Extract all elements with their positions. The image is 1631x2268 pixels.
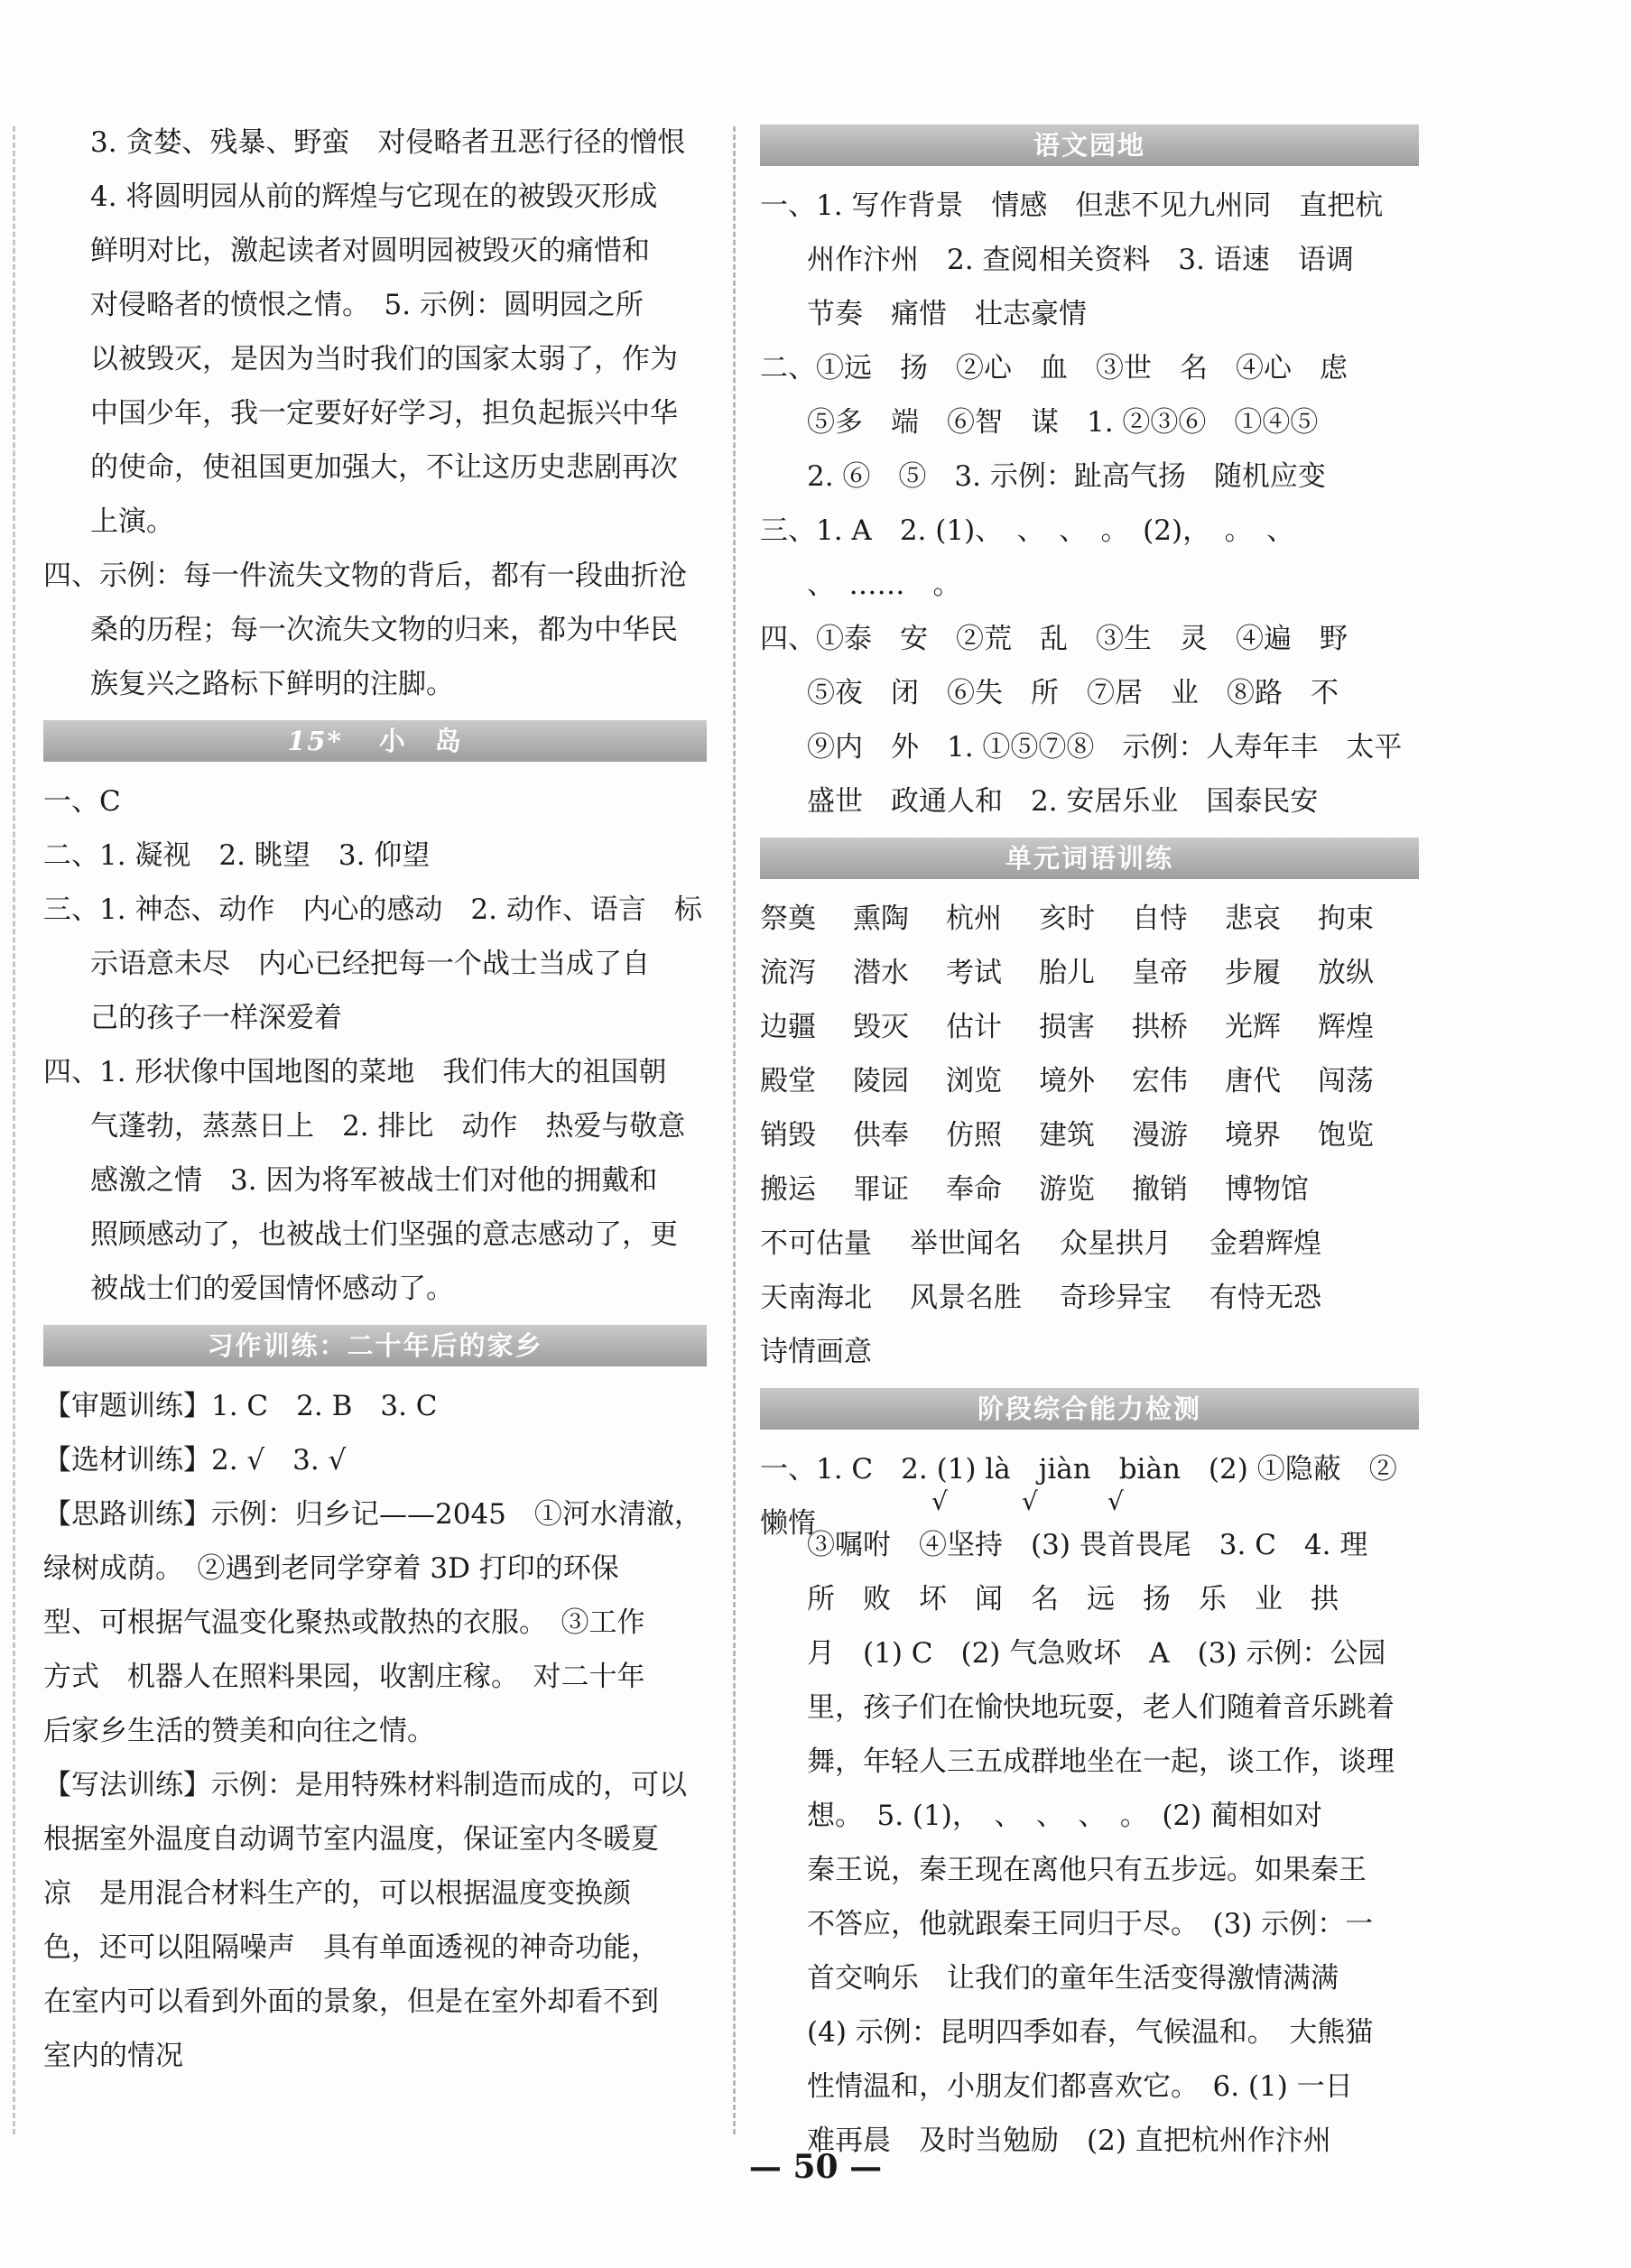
vocab-word: 毁灭 (853, 1011, 909, 1043)
vocab-word: 销毁 (760, 1119, 816, 1152)
text-line: 对侵略者的愤恨之情。 5. 示例：圆明园之所 (90, 289, 644, 321)
text-line: ③嘱咐 ④坚持 (3) 畏首畏尾 3. C 4. 理 (807, 1529, 1368, 1561)
lesson-number: 15* (287, 726, 343, 756)
text-line: 绿树成荫。 ②遇到老同学穿着 3D 打印的环保 (43, 1552, 619, 1585)
vocab-idiom: 风景名胜 (910, 1282, 1022, 1314)
vocab-idiom: 众星拱月 (1060, 1227, 1172, 1260)
text-line: 方式 机器人在照料果园，收割庄稼。 对二十年 (43, 1661, 645, 1693)
vocab-word: 浏览 (946, 1065, 1002, 1097)
text-line: 【写法训练】示例：是用特殊材料制造而成的，可以 (43, 1769, 687, 1801)
tone-mark: √ (1022, 1486, 1038, 1516)
tone-mark: √ (931, 1486, 948, 1516)
text-line: ⑤夜 闭 ⑥失 所 ⑦居 业 ⑧路 不 (807, 677, 1339, 709)
text-line: 上演。 (90, 505, 174, 538)
vocab-word: 拘束 (1318, 903, 1374, 935)
vocab-word: 光辉 (1225, 1011, 1281, 1043)
text-line: 鲜明对比，激起读者对圆明园被毁灭的痛惜和 (90, 235, 650, 267)
text-line: 气蓬勃，蒸蒸日上 2. 排比 动作 热爱与敬意 (90, 1110, 686, 1143)
vocab-idiom: 天南海北 (760, 1282, 872, 1314)
vocab-row (760, 892, 1419, 946)
vocab-word: 步履 (1225, 957, 1281, 989)
text-line: 【审题训练】1. C 2. B 3. C (43, 1390, 438, 1422)
section-header-yuwenyuandi (760, 125, 1419, 166)
text-line: 2. ⑥ ⑤ 3. 示例：趾高气扬 随机应变 (807, 460, 1326, 493)
vocab-idiom: 有恃无恐 (1209, 1282, 1321, 1314)
text-line: 示语意未尽 内心已经把每一个战士当成了自 (90, 948, 650, 980)
vocab-word: 境界 (1225, 1119, 1281, 1152)
section-header-assessment (760, 1388, 1419, 1430)
text-line: 型、可根据气温变化聚热或散热的衣服。 ③工作 (43, 1606, 645, 1639)
text-line: 盛世 政通人和 2. 安居乐业 国泰民安 (807, 785, 1319, 818)
vocab-word: 潜水 (853, 957, 909, 989)
column-divider (733, 126, 736, 2134)
text-line: 被战士们的爱国情怀感动了。 (90, 1273, 454, 1305)
section-header-xiaodao (43, 720, 707, 762)
text-line: 3. 贪婪、残暴、野蛮 对侵略者丑恶行径的憎恨 (90, 126, 686, 159)
text-line: 4. 将圆明园从前的辉煌与它现在的被毁灭形成 (90, 181, 658, 213)
vocab-word: 撤销 (1132, 1173, 1188, 1206)
vocab-word: 唐代 (1225, 1065, 1281, 1097)
vocab-row (760, 1108, 1419, 1162)
vocab-idiom: 奇珍异宝 (1060, 1282, 1172, 1314)
text-line: 首交响乐 让我们的童年生活变得激情满满 (807, 1962, 1339, 1995)
text-line: 一、C (43, 785, 121, 818)
vocab-word: 博物馆 (1225, 1173, 1309, 1206)
section-title: 语文园地 (1033, 130, 1145, 161)
vocab-row (760, 1217, 1419, 1271)
vocab-word: 边疆 (760, 1011, 816, 1043)
vocab-row (760, 946, 1419, 1000)
vocab-word: 自恃 (1132, 903, 1188, 935)
section-header-vocab (760, 838, 1419, 879)
text-line: 一、1. 写作背景 情感 但悲不见九州同 直把杭 (760, 190, 1384, 222)
text-line: 州作汴州 2. 查阅相关资料 3. 语速 语调 (807, 244, 1354, 276)
text-line: 色，还可以阻隔噪声 具有单面透视的神奇功能， (43, 1931, 659, 1964)
text-line: 三、1. 神态、动作 内心的感动 2. 动作、语言 标 (43, 893, 702, 926)
section-title: 阶段综合能力检测 (977, 1393, 1201, 1424)
vocab-word: 闯荡 (1318, 1065, 1374, 1097)
vocab-word: 杭州 (946, 903, 1002, 935)
tone-mark: √ (1107, 1486, 1124, 1516)
section-title: 小 岛 (378, 726, 463, 756)
text-line: 桑的历程；每一次流失文物的归来，都为中华民 (90, 614, 678, 646)
vocab-word: 仿照 (946, 1119, 1002, 1152)
text-line: 四、1. 形状像中国地图的菜地 我们伟大的祖国朝 (43, 1056, 667, 1088)
vocab-word: 损害 (1039, 1011, 1095, 1043)
vocab-word: 辉煌 (1318, 1011, 1374, 1043)
vocab-word: 熏陶 (853, 903, 909, 935)
text-line: 【思路训练】示例：归乡记——2045 ①河水清澈， (43, 1498, 702, 1531)
vocab-idiom: 举世闻名 (910, 1227, 1022, 1260)
section-title: 习作训练：二十年后的家乡 (207, 1330, 543, 1361)
vocab-word: 胎儿 (1039, 957, 1095, 989)
section-header-writing (43, 1325, 707, 1366)
vocab-idiom: 金碧辉煌 (1209, 1227, 1321, 1260)
page-number: — 50 — (748, 2148, 883, 2186)
vocab-row (760, 1325, 1419, 1379)
vocab-word: 皇帝 (1132, 957, 1188, 989)
text-line: 凉 是用混合材料生产的，可以根据温度变换颜 (43, 1877, 631, 1910)
vocab-word: 拱桥 (1132, 1011, 1188, 1043)
vocab-word: 游览 (1039, 1173, 1095, 1206)
text-line: 感激之情 3. 因为将军被战士们对他的拥戴和 (90, 1164, 658, 1197)
text-line: 二、1. 凝视 2. 眺望 3. 仰望 (43, 839, 431, 872)
vocab-word: 悲哀 (1225, 903, 1281, 935)
text-line: 性情温和，小朋友们都喜欢它。 6. (1) 一日 (807, 2070, 1353, 2103)
text-line: 根据室外温度自动调节室内温度，保证室内冬暖夏 (43, 1823, 659, 1856)
text-line: 月 (1) C (2) 气急败坏 A (3) 示例：公园 (807, 1637, 1386, 1670)
text-line: 秦王说，秦王现在离他只有五步远。如果秦王 (807, 1854, 1367, 1886)
vocab-list (760, 892, 1419, 1379)
text-line: 的使命，使祖国更加强大，不让这历史悲剧再次 (90, 451, 678, 484)
vocab-word: 建筑 (1039, 1119, 1095, 1152)
vocab-row (760, 1000, 1419, 1054)
vocab-word: 陵园 (853, 1065, 909, 1097)
right-column (760, 125, 1419, 2168)
vocab-word: 流泻 (760, 957, 816, 989)
text-line: 室内的情况 (43, 2040, 183, 2072)
text-line: 后家乡生活的赞美和向往之情。 (43, 1715, 435, 1747)
vocab-word: 漫游 (1132, 1119, 1188, 1152)
text-line: 想。 5. (1)， 、 、 、 。 (2) 蔺相如对 (807, 1800, 1323, 1832)
text-line: 在室内可以看到外面的景象，但是在室外却看不到 (43, 1986, 659, 2018)
text-line: 中国少年，我一定要好好学习，担负起振兴中华 (90, 397, 678, 430)
vocab-word: 估计 (946, 1011, 1002, 1043)
text-line: 所 败 坏 闻 名 远 扬 乐 业 拱 (807, 1583, 1339, 1615)
vocab-row (760, 1162, 1419, 1217)
vocab-idiom: 诗情画意 (760, 1336, 872, 1368)
vocab-row (760, 1271, 1419, 1325)
text-line-content: 一、1. C 2. (1) là jiàn biàn (2) ①隐蔽 ②懒惰 (760, 1453, 1397, 1540)
text-line: 节奏 痛惜 壮志豪情 (807, 298, 1087, 330)
text-line: 己的孩子一样深爱着 (90, 1002, 342, 1034)
vocab-word: 祭奠 (760, 903, 816, 935)
vocab-row (760, 1054, 1419, 1108)
text-line (760, 1442, 1419, 1540)
vocab-idiom: 不可估量 (760, 1227, 872, 1260)
vocab-word: 宏伟 (1132, 1065, 1188, 1097)
text-line: 舞，年轻人三五成群地坐在一起，谈工作，谈理 (807, 1745, 1395, 1778)
text-line: 【选材训练】2. √ 3. √ (43, 1444, 347, 1477)
text-line: 以被毁灭，是因为当时我们的国家太弱了，作为 (90, 343, 678, 375)
vocab-word: 罪证 (853, 1173, 909, 1206)
binding-dashed-line (13, 126, 15, 2134)
vocab-word: 考试 (946, 957, 1002, 989)
vocab-word: 殿堂 (760, 1065, 816, 1097)
text-line: 族复兴之路标下鲜明的注脚。 (90, 668, 454, 700)
text-line: 二、①远 扬 ②心 血 ③世 名 ④心 虑 (760, 352, 1348, 384)
text-line: ⑨内 外 1. ①⑤⑦⑧ 示例：人寿年丰 太平 (807, 731, 1403, 764)
text-line: ⑤多 端 ⑥智 谋 1. ②③⑥ ①④⑤ (807, 406, 1319, 439)
text-line: 里，孩子们在愉快地玩耍，老人们随着音乐跳着 (807, 1691, 1395, 1724)
text-line: (4) 示例：昆明四季如春，气候温和。 大熊猫 (807, 2016, 1374, 2049)
text-line: 难再晨 及时当勉励 (2) 直把杭州作汴州 (807, 2125, 1331, 2157)
vocab-word: 亥时 (1039, 903, 1095, 935)
vocab-word: 放纵 (1318, 957, 1374, 989)
text-line: 、 …… 。 (807, 569, 961, 601)
section-title: 单元词语训练 (1005, 843, 1173, 874)
text-line: 不答应，他就跟秦王同归于尽。 (3) 示例：一 (807, 1908, 1374, 1940)
text-line: 四、①泰 安 ②荒 乱 ③生 灵 ④遍 野 (760, 623, 1348, 655)
text-line: 照顾感动了，也被战士们坚强的意志感动了，更 (90, 1218, 678, 1251)
left-column (43, 116, 707, 2083)
vocab-word: 饱览 (1318, 1119, 1374, 1152)
vocab-word: 奉命 (946, 1173, 1002, 1206)
vocab-word: 境外 (1039, 1065, 1095, 1097)
vocab-word: 供奉 (853, 1119, 909, 1152)
vocab-word: 搬运 (760, 1173, 816, 1206)
text-line: 三、1. A 2. (1)、 、 、 。 (2)， 。 、 (760, 514, 1295, 547)
text-line: 四、示例：每一件流失文物的背后，都有一段曲折沧 (43, 560, 687, 592)
